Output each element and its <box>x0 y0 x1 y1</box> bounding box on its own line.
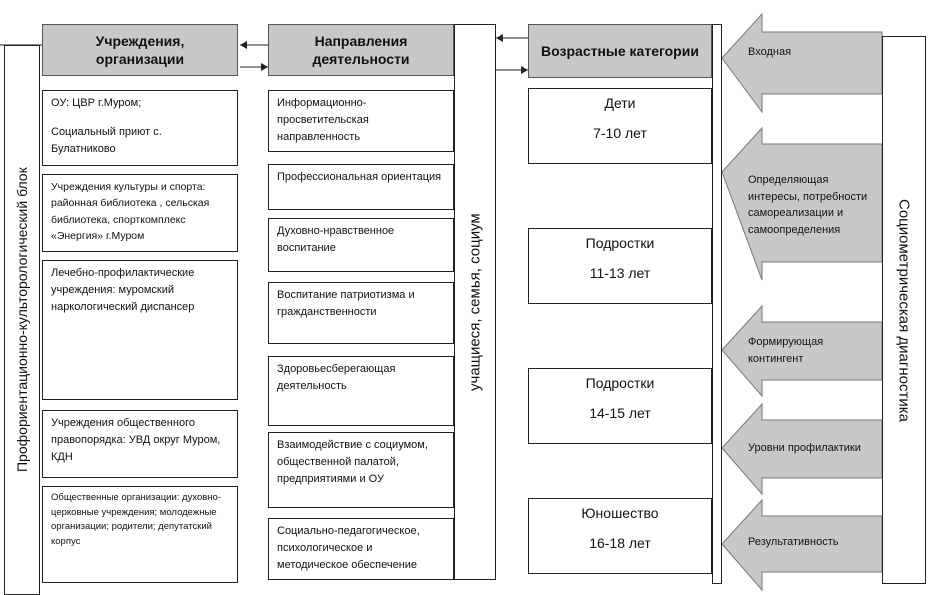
age-category-card <box>528 88 712 164</box>
direction-item <box>268 218 454 272</box>
institution-line: Учреждения общественного правопорядка: УВД округ Муром, КДН <box>51 417 221 464</box>
direction-item <box>268 518 454 580</box>
diagnostic-arrow-text: Результативность <box>748 536 839 548</box>
direction-text: Духовно-нравственное воспитание <box>277 225 395 255</box>
institutions-header-text: Учреждения, организации <box>95 32 185 67</box>
profile-block-text: Профориентационно-культорологический блок <box>14 167 30 473</box>
institution-item <box>42 90 238 166</box>
center-block-text: учащиеся, семья, социум <box>466 213 484 391</box>
age-category-range: 16-18 лет <box>589 535 651 551</box>
age-category-name: Подростки <box>585 375 655 391</box>
spacer <box>51 112 229 124</box>
age-column-right-bar <box>712 24 722 584</box>
direction-text: Здоровьесберегающая деятельность <box>277 363 396 393</box>
age-category-card <box>528 368 712 444</box>
direction-text: Воспитание патриотизма и гражданственности <box>277 289 415 319</box>
institution-line: Учреждения культуры и спорта: районная библиотека , сельская библиотека, спорткомплекс «Энергия» г.Муром <box>51 181 210 242</box>
institution-item <box>42 174 238 252</box>
sociometric-diagnostics-text: Социометрическая диагностика <box>895 198 913 422</box>
directions-header <box>268 24 454 76</box>
institution-line: Лечебно-профилактические учреждения: муромский наркологический диспансер <box>51 267 195 314</box>
institutions-header <box>42 24 238 76</box>
age-category-name: Юношество <box>581 505 659 521</box>
institution-line: Общественные организации: духовно-церковные учреждения; молодежные организации; родители; депутатский корпус <box>51 492 221 548</box>
age-category-name: Подростки <box>585 235 655 251</box>
direction-item <box>268 356 454 426</box>
age-category-range: 14-15 лет <box>589 405 651 421</box>
direction-item <box>268 90 454 152</box>
institution-line: ОУ: ЦВР г.Муром; <box>51 97 142 109</box>
diagnostic-arrow-label <box>748 44 868 61</box>
diagnostic-arrow-text: Входная <box>748 46 792 58</box>
diagnostic-arrow-entry <box>722 14 882 112</box>
age-category-card <box>528 498 712 574</box>
institution-item <box>42 260 238 400</box>
diagnostic-arrow-text: Уровни профилактики <box>748 442 861 454</box>
center-block-label <box>454 24 496 580</box>
direction-text: Социально-педагогическое, психологическое и методическое обеспечение <box>277 525 420 572</box>
institution-item <box>42 410 238 478</box>
directions-header-text: Направления деятельности <box>312 32 410 67</box>
diagnostic-arrow-text: Определяющая интересы, потребности самореализации и самоопределения <box>748 174 868 236</box>
sociometric-diagnostics-label <box>882 36 926 584</box>
direction-item <box>268 164 454 210</box>
direction-text: Взаимодействие с социумом, общественной палатой, предприятиями и ОУ <box>277 439 428 486</box>
age-category-range: 7-10 лет <box>593 125 647 141</box>
age-categories-header-text: Возрастные категории <box>541 42 699 59</box>
direction-text: Профессиональная ориентация <box>277 171 442 183</box>
institution-item <box>42 486 238 583</box>
age-categories-header <box>528 24 712 78</box>
diagnostic-arrow-label <box>748 534 878 551</box>
diagnostic-arrow-label <box>748 440 878 457</box>
direction-item <box>268 432 454 508</box>
diagnostic-arrow-text: Формирующая контингент <box>748 336 824 365</box>
diagnostic-arrow-label <box>748 334 868 367</box>
institution-line: Социальный приют с. Булатниково <box>51 126 162 156</box>
age-category-range: 11-13 лет <box>589 265 651 281</box>
age-category-card <box>528 228 712 304</box>
profile-block-label <box>4 45 40 595</box>
age-category-name: Дети <box>604 95 636 111</box>
direction-text: Информационно-просветительская направленность <box>277 97 369 144</box>
diagnostic-arrows <box>722 14 882 590</box>
direction-item <box>268 282 454 344</box>
diagnostic-arrow-label <box>748 172 868 256</box>
